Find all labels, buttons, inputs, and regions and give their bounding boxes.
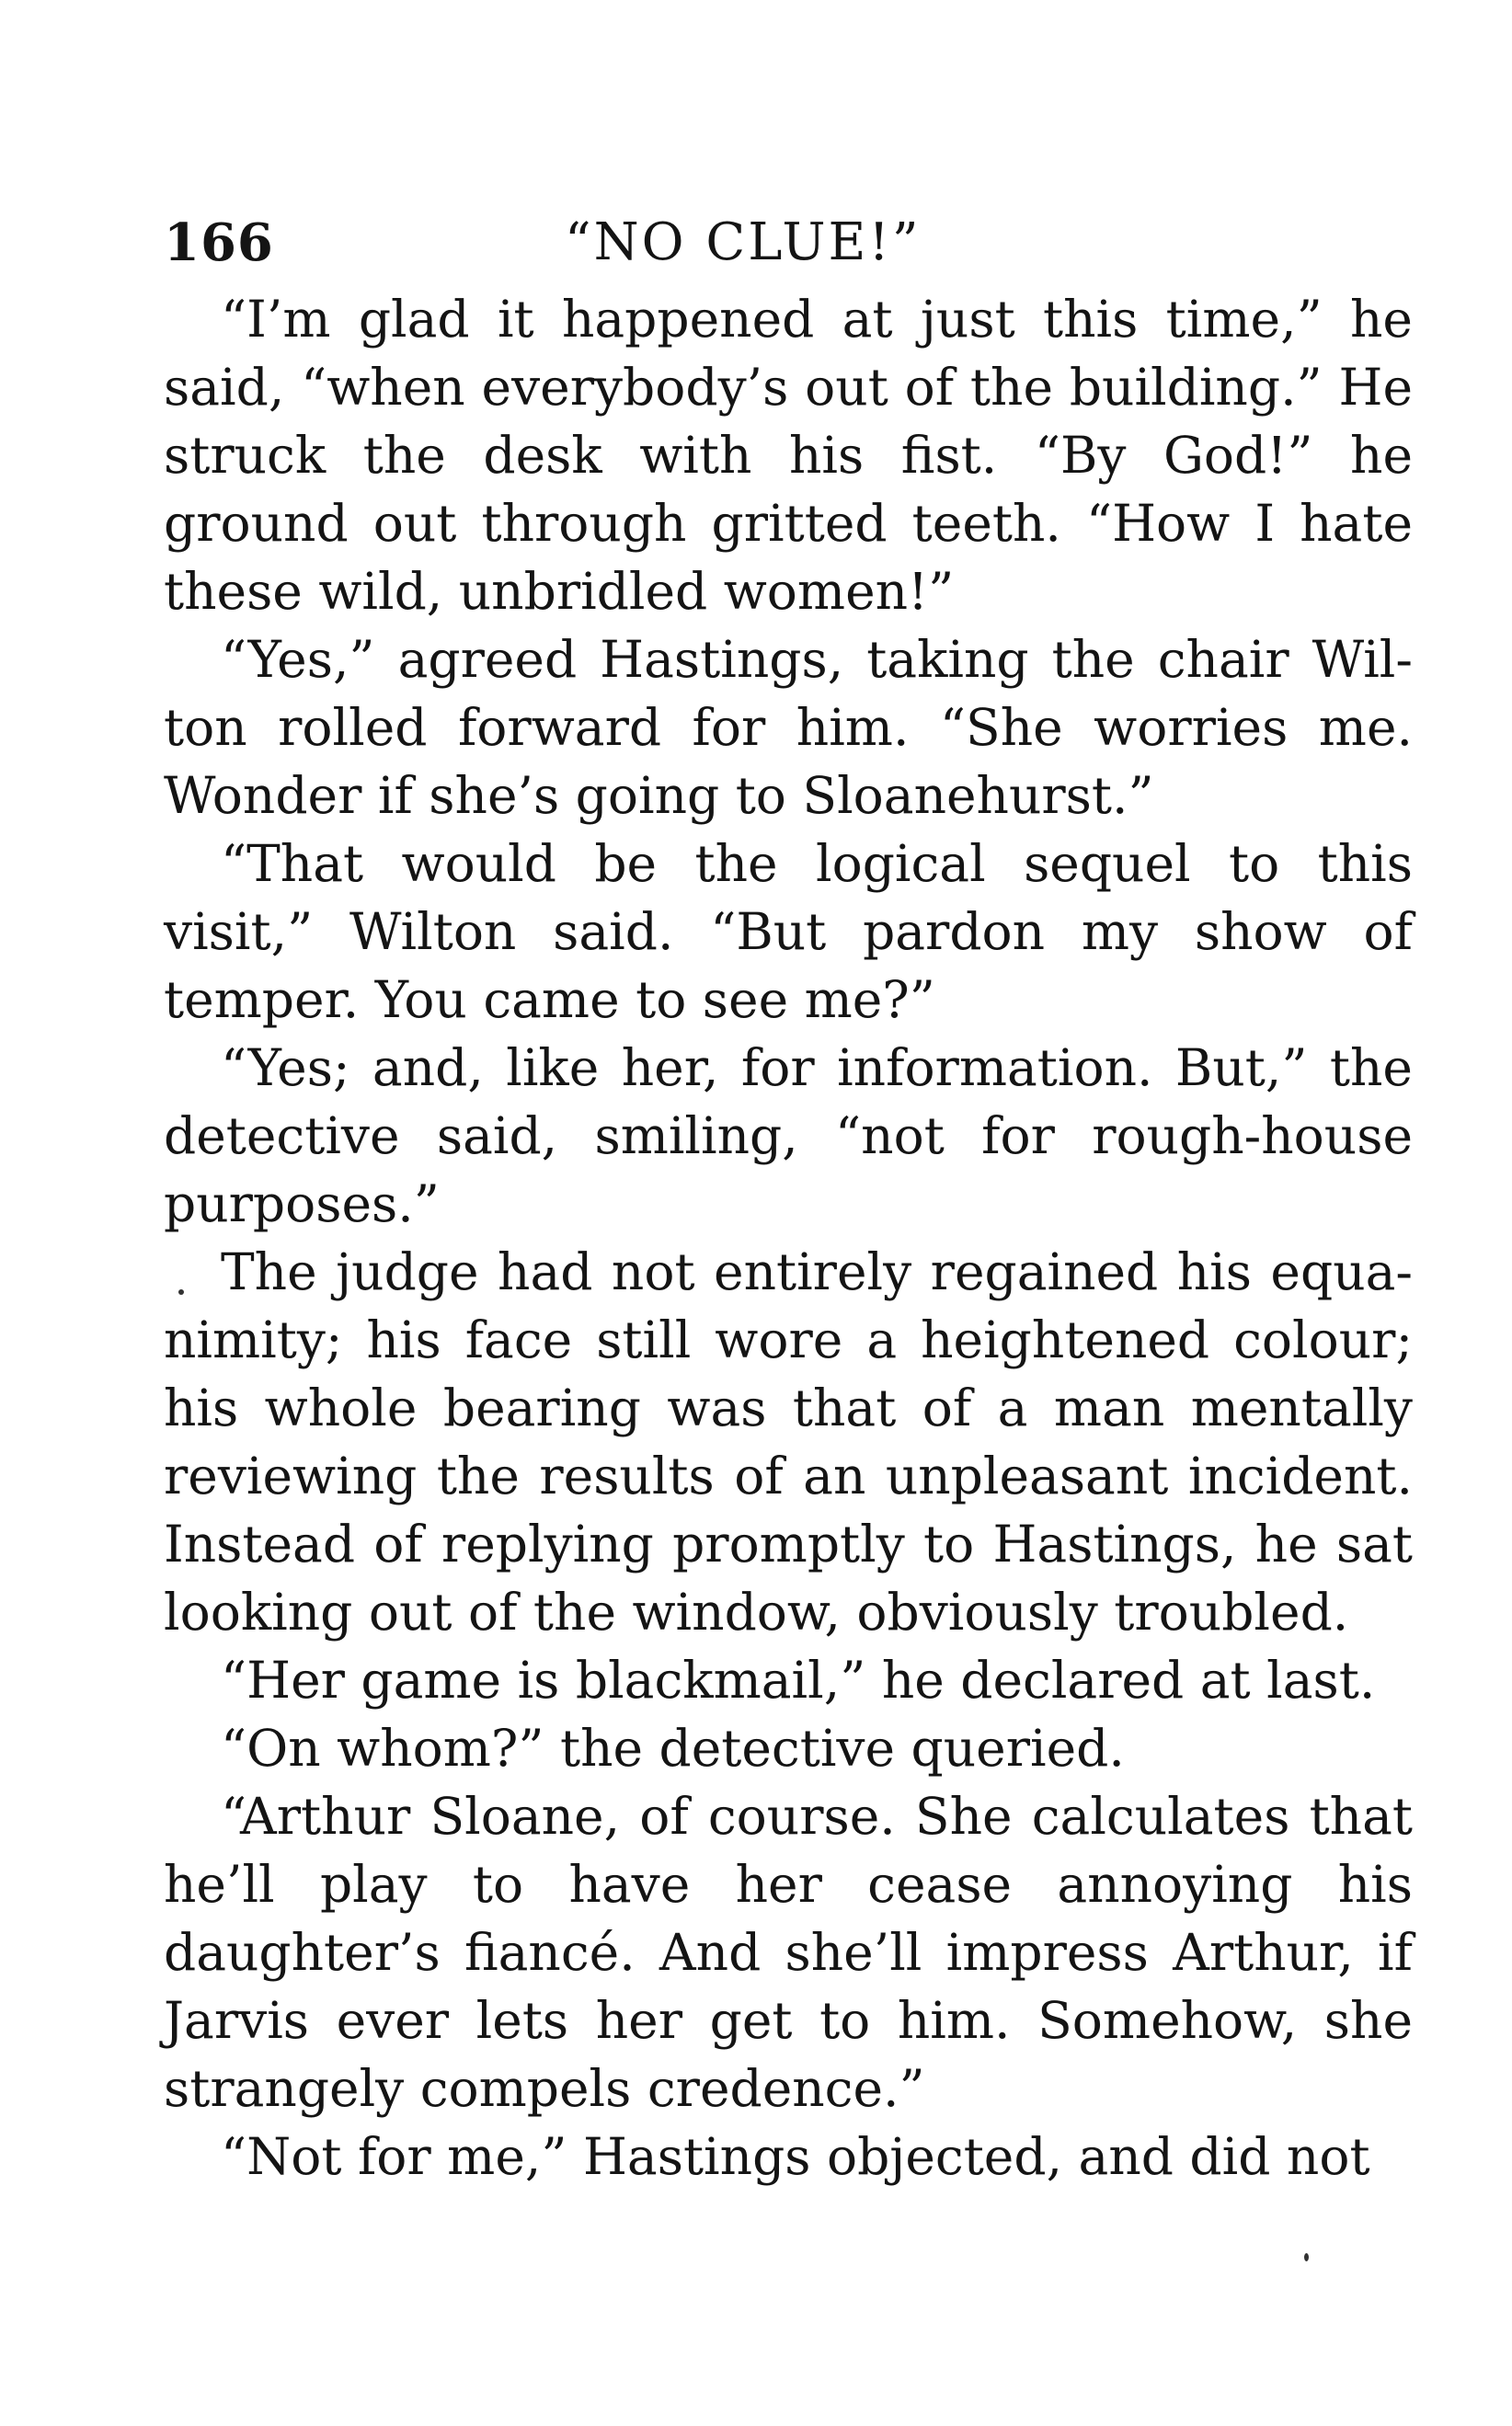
paragraph: “Yes; and, like her, for information. But,” the detective said, smiling, “not for rough-house purposes.” [164,1038,1413,1233]
page-header [164,200,1413,285]
print-speck [1304,2253,1309,2261]
paragraph: “That would be the logical sequel to this visit,” Wilton said. “But pardon my show of temper. You came to see me?” [164,834,1413,1029]
body-text [164,285,1413,2191]
paragraph: “Yes,” agreed Hastings, taking the chair Wilton rolled forward for him. “She worries me. Wonder if she’s going to Sloanehurst.” [164,630,1413,825]
book-page [164,200,1413,2191]
paragraph: “I’m glad it happened at just this time,” he said, “when everybody’s out of the building.” He struck the desk with his fist. “By God!” he ground out through gritted teeth. “How I hate these wild, unbridled women!” [164,290,1413,621]
paragraph: “On whom?” the detective queried. [221,1719,1125,1778]
paragraph: “Arthur Sloane, of course. She calculates that he’ll play to have her cease annoying his daughter’s fiancé. And she’ll impress Arthur, if Jarvis ever lets her get to him. Somehow, she strangely compels credence.” [164,1787,1413,2118]
page-number: 166 [164,212,274,273]
paragraph: The judge had not entirely regained his equanimity; his face still wore a heightened colour; his whole bearing was that of a man mentally reviewing the results of an unpleasant incident. Instead of replying promptly to Hastings, he sat looking out of the window, obviously troubled. [164,1242,1413,1642]
paragraph: “Not for me,” Hastings objected, and did not [221,2127,1370,2186]
running-title: “NO CLUE!” [565,212,922,272]
paragraph: “Her game is blackmail,” he declared at last. [221,1651,1376,1710]
print-speck [178,1289,184,1295]
